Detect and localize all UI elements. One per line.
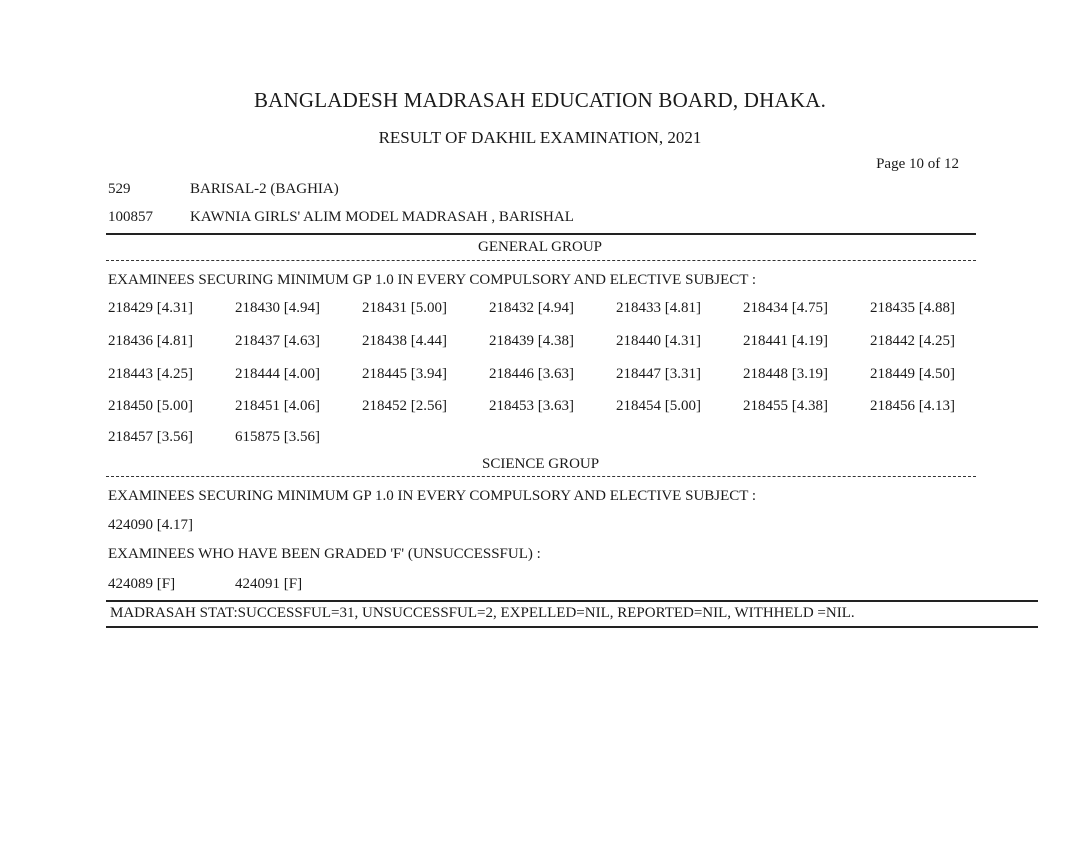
result-entry: 218443 [4.25] [108,366,193,382]
science-result: 424090 [4.17] [108,517,193,533]
result-entry: 218454 [5.00] [616,398,701,414]
dashed-divider [106,476,976,477]
science-fail-heading: EXAMINEES WHO HAVE BEEN GRADED 'F' (UNSUCCESSFUL) : [108,546,541,562]
result-entry: 615875 [3.56] [235,429,320,445]
result-entry: 218437 [4.63] [235,333,320,349]
page-number: Page 10 of 12 [876,156,959,172]
failed-result: 424089 [F] [108,576,176,592]
divider [106,626,1038,628]
result-entry: 218432 [4.94] [489,300,574,316]
result-entry: 218449 [4.50] [870,366,955,382]
result-entry: 218457 [3.56] [108,429,193,445]
result-entry: 218451 [4.06] [235,398,320,414]
result-entry: 218441 [4.19] [743,333,828,349]
science-group-title: SCIENCE GROUP [478,456,603,473]
result-entry: 218455 [4.38] [743,398,828,414]
result-entry: 218429 [4.31] [108,300,193,316]
result-entry: 218436 [4.81] [108,333,193,349]
result-entry: 218453 [3.63] [489,398,574,414]
result-entry: 218430 [4.94] [235,300,320,316]
result-entry: 218435 [4.88] [870,300,955,316]
result-entry: 218447 [3.31] [616,366,701,382]
institute-code: 100857 [108,209,153,225]
board-title: BANGLADESH MADRASAH EDUCATION BOARD, DHAKA. [253,88,827,112]
general-group-title: GENERAL GROUP [474,239,606,256]
divider [106,233,976,235]
result-entry: 218434 [4.75] [743,300,828,316]
result-entry: 218448 [3.19] [743,366,828,382]
general-pass-heading: EXAMINEES SECURING MINIMUM GP 1.0 IN EVERY COMPULSORY AND ELECTIVE SUBJECT : [108,272,757,288]
exam-title: RESULT OF DAKHIL EXAMINATION, 2021 [378,128,702,147]
centre-name: BARISAL-2 (BAGHIA) [190,181,339,197]
result-entry: 218445 [3.94] [362,366,447,382]
madrasah-stat: MADRASAH STAT:SUCCESSFUL=31, UNSUCCESSFUL=2, EXPELLED=NIL, REPORTED=NIL, WITHHELD =NIL. [110,605,855,621]
science-pass-heading: EXAMINEES SECURING MINIMUM GP 1.0 IN EVERY COMPULSORY AND ELECTIVE SUBJECT : [108,488,757,504]
result-entry: 218431 [5.00] [362,300,447,316]
result-entry: 218438 [4.44] [362,333,447,349]
result-entry: 218456 [4.13] [870,398,955,414]
result-entry: 218450 [5.00] [108,398,193,414]
result-entry: 218444 [4.00] [235,366,320,382]
dashed-divider [106,260,976,261]
result-entry: 218440 [4.31] [616,333,701,349]
result-entry: 218446 [3.63] [489,366,574,382]
result-entry: 218433 [4.81] [616,300,701,316]
failed-result: 424091 [F] [235,576,303,592]
result-entry: 218442 [4.25] [870,333,955,349]
divider [106,600,1038,602]
result-entry: 218439 [4.38] [489,333,574,349]
centre-code: 529 [108,181,131,197]
result-entry: 218452 [2.56] [362,398,447,414]
institute-name: KAWNIA GIRLS' ALIM MODEL MADRASAH , BARISHAL [190,209,574,225]
